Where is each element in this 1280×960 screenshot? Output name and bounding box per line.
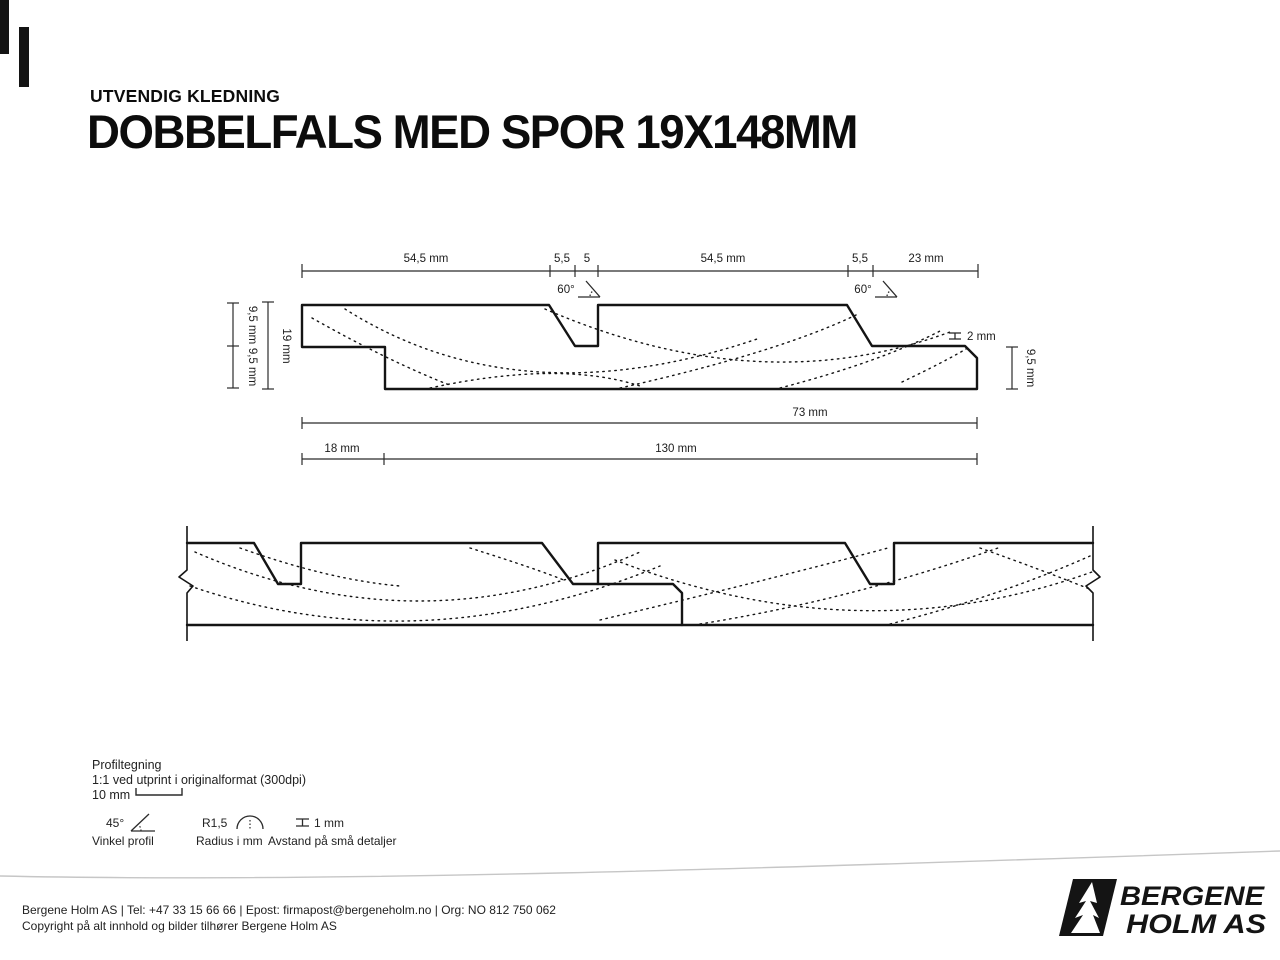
dim-label: 23 mm xyxy=(908,253,944,265)
dim-label: 9,5 mm xyxy=(1024,348,1036,388)
dim-label: 5,5 xyxy=(554,253,570,265)
legend-angle-value: 45° xyxy=(106,816,125,830)
scale-bar-icon xyxy=(134,785,186,799)
dim-label: 18 mm xyxy=(324,443,360,455)
gap-icon xyxy=(294,816,312,830)
corner-bars xyxy=(0,0,29,87)
dim-label: 5 xyxy=(583,253,591,265)
legend-scale-length: 10 mm xyxy=(92,788,131,802)
legend-radius-label: Radius i mm xyxy=(196,834,263,848)
profile-outline xyxy=(302,305,977,389)
dim-chain-top xyxy=(302,264,978,278)
dim-73 xyxy=(302,417,977,429)
footer-contact: Bergene Holm AS | Tel: +47 33 15 66 66 | Epost: firmapost@bergeneholm.no | Org: NO 812 750 062 xyxy=(22,903,556,917)
board-b-outline xyxy=(598,543,1093,584)
footer-swoosh xyxy=(0,851,1280,878)
dim-18-130 xyxy=(302,453,977,465)
grain-lines-assembly xyxy=(190,548,1092,624)
page-title: DOBBELFALS MED SPOR 19X148MM xyxy=(87,105,857,158)
gap-icon xyxy=(949,333,961,339)
angle-45-icon xyxy=(128,810,158,834)
angle-icon xyxy=(875,281,897,297)
grain-lines-profile xyxy=(312,309,966,388)
corner-bar xyxy=(0,0,9,54)
legend-radius-value: R1,5 xyxy=(202,816,228,830)
dim-label: 130 mm xyxy=(655,443,697,455)
dim-label: 54,5 mm xyxy=(403,253,449,265)
logo-text-bottom: HOLM AS xyxy=(1126,909,1266,939)
angle-icon xyxy=(578,281,600,297)
legend-scale-note: 1:1 ved utprint i originalformat (300dpi) xyxy=(92,773,307,787)
footer-copyright: Copyright på alt innhold og bilder tilhører Bergene Holm AS xyxy=(22,919,337,933)
angle-label: 60° xyxy=(557,284,575,296)
kicker: UTVENDIG KLEDNING xyxy=(90,86,281,106)
dim-right xyxy=(1006,347,1018,389)
dim-label: 9,5 mm xyxy=(246,347,258,387)
angle-label: 60° xyxy=(854,284,872,296)
dim-label: 54,5 mm xyxy=(700,253,746,265)
bergene-holm-logo xyxy=(1056,876,1268,940)
dim-label: 19 mm xyxy=(280,328,292,364)
legend-title: Profiltegning xyxy=(92,758,162,772)
dim-label: 5,5 xyxy=(852,253,868,265)
legend-gap-value: 1 mm xyxy=(314,816,344,830)
dim-label: 73 mm xyxy=(792,407,828,419)
legend-gap-label: Avstand på små detaljer xyxy=(268,834,397,848)
radius-icon xyxy=(234,810,268,834)
logo-text-top: BERGENE xyxy=(1120,881,1266,911)
legend-angle-label: Vinkel profil xyxy=(92,834,154,848)
board-a-outline xyxy=(187,543,682,625)
dim-label: 9,5 mm xyxy=(246,305,258,345)
corner-bar xyxy=(19,27,29,87)
dim-label: 2 mm xyxy=(967,331,996,343)
